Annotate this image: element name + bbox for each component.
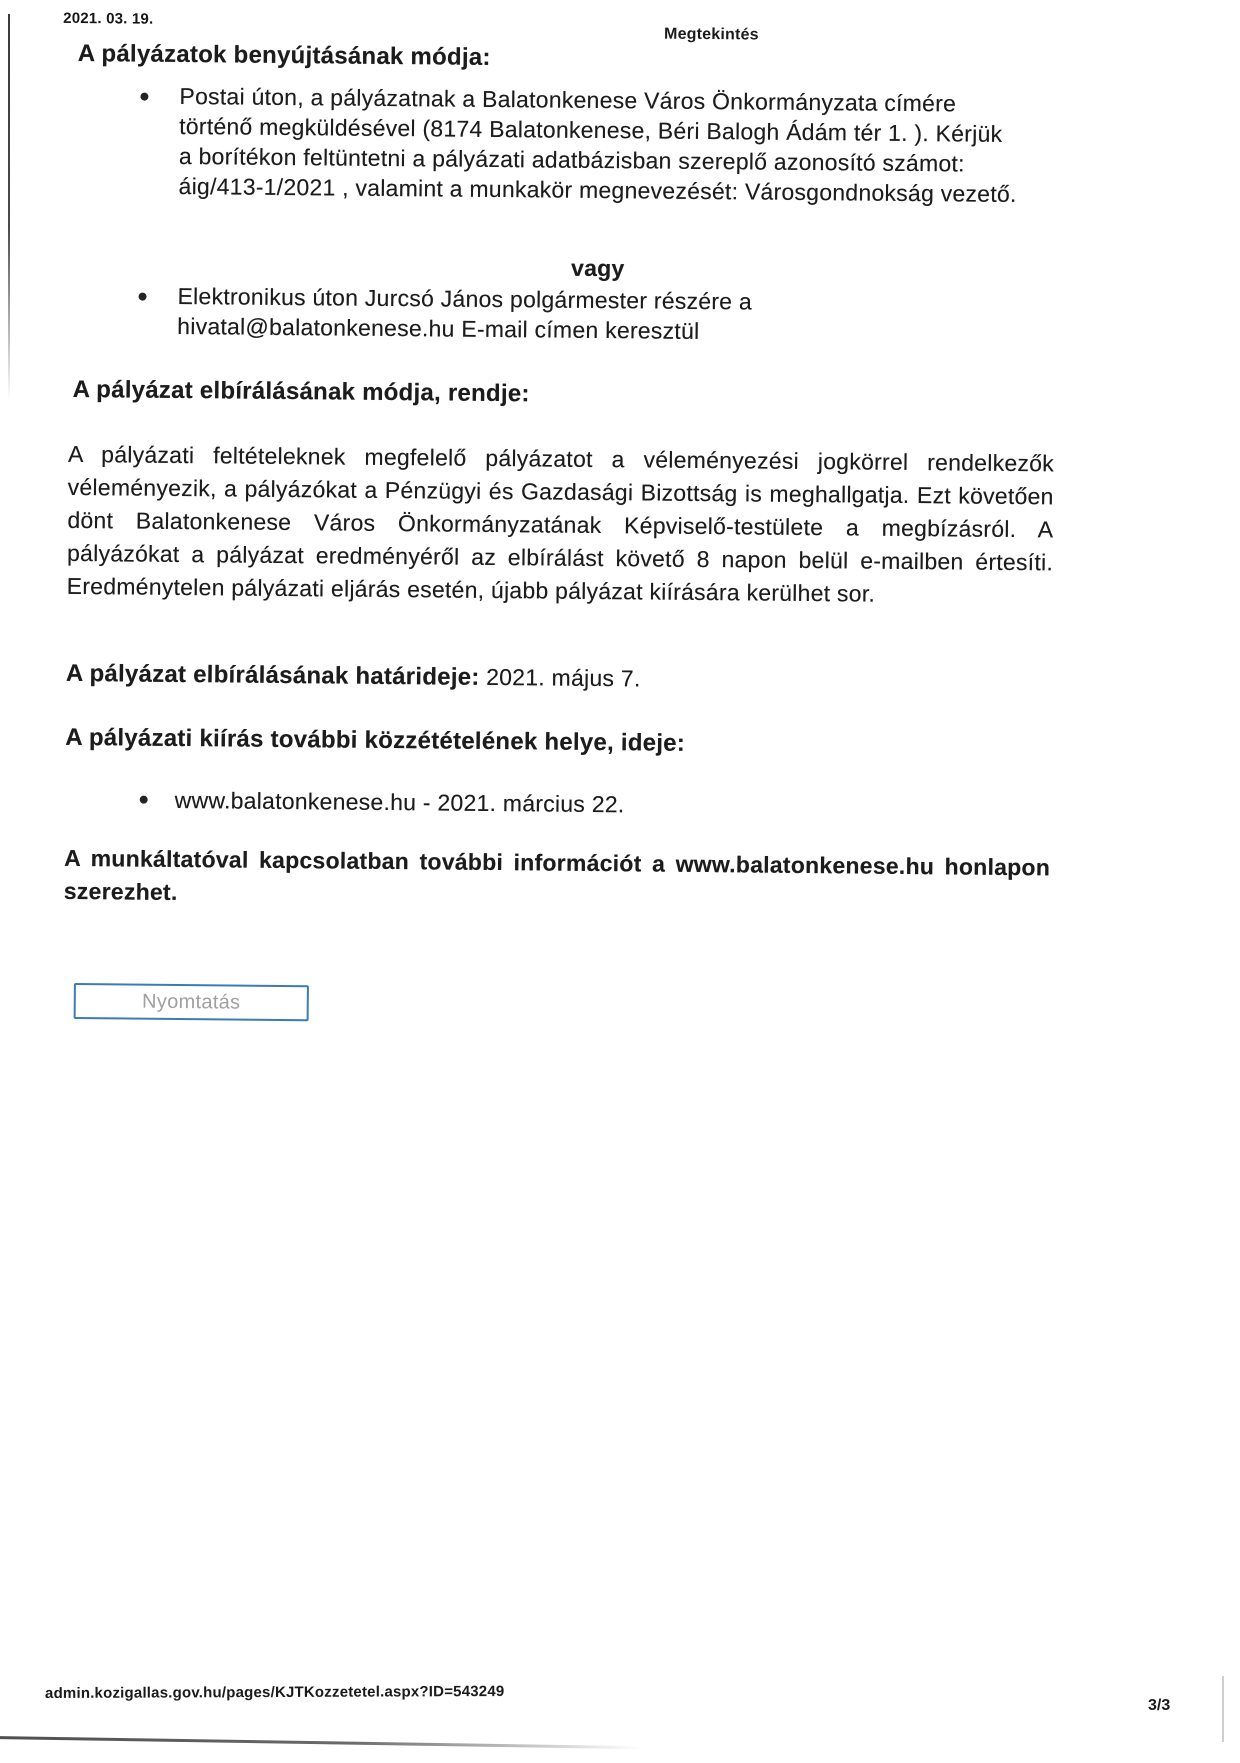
print-button[interactable]: Nyomtatás	[74, 983, 309, 1021]
employer-info-paragraph: A munkáltatóval kapcsolatban további információt a www.balatonkenese.hu honlapon szerezhet.	[63, 844, 1051, 905]
print-footer-url: admin.kozigallas.gov.hu/pages/KJTKozzetetel.aspx?ID=543249	[44, 1682, 505, 1703]
evaluation-paragraph: A pályázati feltételeknek megfelelő pályázatot a véleményezési jogkörrel rendelkezők véleményezik, a pályázókat a Pénzügyi és Gazdasági Bizottság is meghallgatja. Ezt követően dönt Balatonkenese Város Önkormányzatának Képviselő-testülete a megbízásról. A pályázókat a pályázat eredményéről az elbírálást követő 8 napon belül e-mailben értesíti. Eredménytelen pályázati eljárás esetén, újabb pályázat kiírására kerülhet sor.	[66, 440, 1055, 607]
bullet-icon	[140, 93, 148, 101]
evaluation-deadline-label: A pályázat elbírálásának határideje:	[65, 659, 480, 691]
submission-method-heading: A pályázatok benyújtásának módja:	[77, 39, 491, 71]
print-header-date: 2021. 03. 19.	[63, 9, 154, 28]
postal-submission-item: Postai úton, a pályázatnak a Balatonkenese Város Önkormányzata címére történő megküldésével (8174 Balatonkenese, Béri Balogh Ádám tér 1. ). Kérjük a borítékon feltüntetni a pályázati adatbázisban szereplő azonosító számot: áig/413-1/2021 , valamint a munkakör megnevezését: Városgondnokság vezető.	[178, 82, 1017, 207]
email-submission-item: Elektronikus úton Jurcsó János polgármester részére a hivatal@balatonkenese.hu E-mail címen keresztül	[177, 282, 753, 344]
evaluation-method-heading: A pályázat elbírálásának módja, rendje:	[72, 375, 530, 408]
bullet-icon	[139, 293, 147, 301]
publication-item: www.balatonkenese.hu - 2021. március 22.	[174, 786, 625, 818]
evaluation-deadline-row	[66, 660, 641, 694]
evaluation-deadline-value: 2021. május 7.	[486, 663, 641, 692]
page-number-indicator: 3/3	[1148, 1697, 1171, 1714]
scan-artifact-right-edge	[1222, 1676, 1224, 1742]
bullet-icon	[140, 796, 148, 804]
or-separator: vagy	[570, 254, 625, 282]
print-header-title: Megtekintés	[664, 25, 759, 44]
publication-place-heading: A pályázati kiírás további közzétételének helye, ideje:	[65, 723, 686, 757]
